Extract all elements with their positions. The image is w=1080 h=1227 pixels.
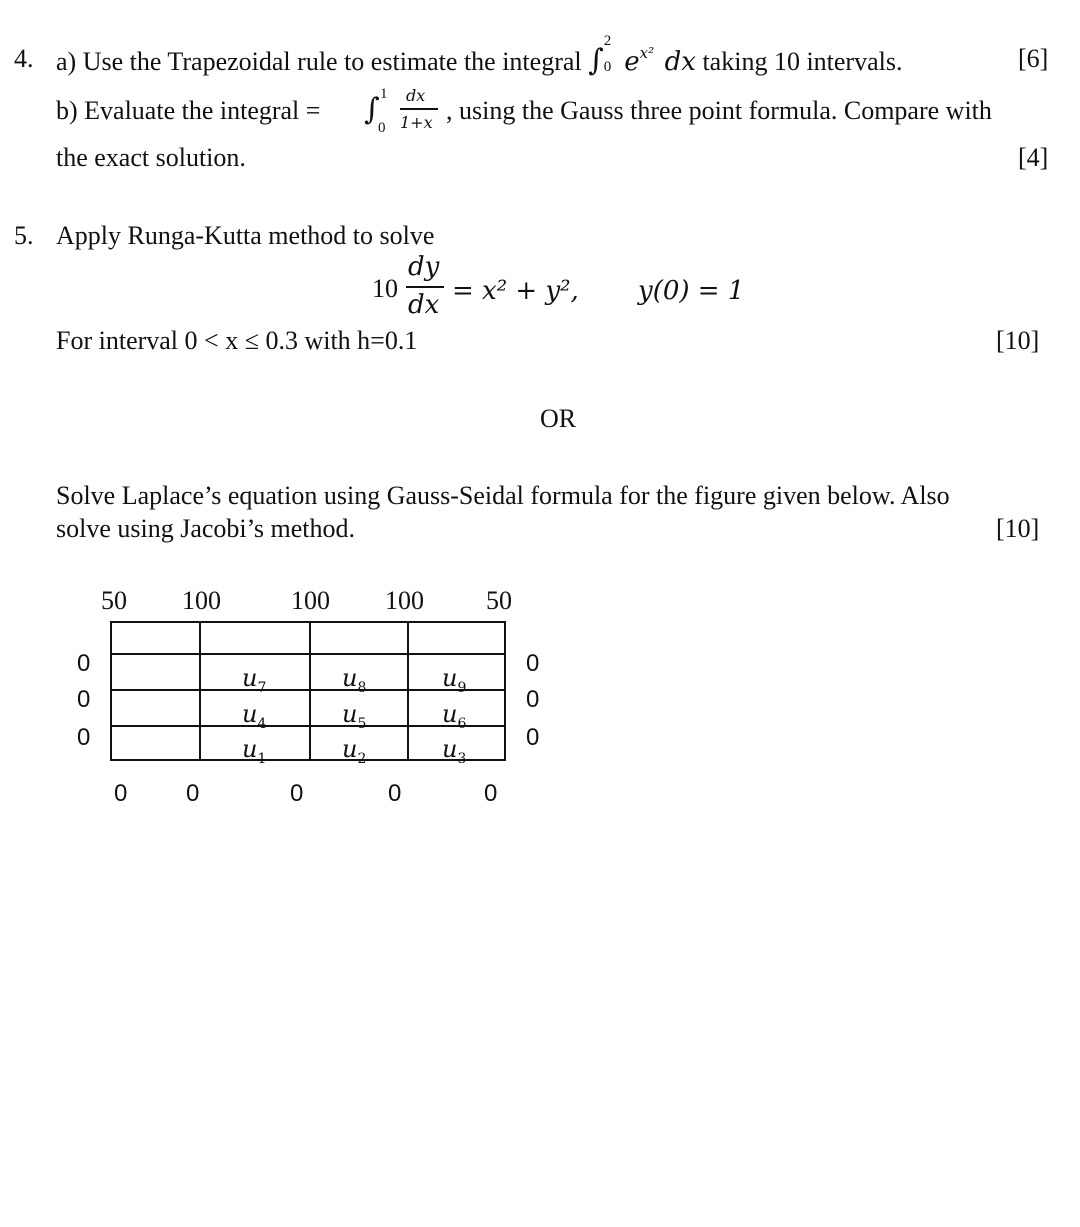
q4a-limits <box>603 33 618 75</box>
node-u2: $u_2$ <box>342 735 367 767</box>
q5-eq-fraction-bar <box>406 286 444 288</box>
q4b-numerator: dx <box>406 86 426 105</box>
node-u5: $u_5$ <box>342 700 367 732</box>
q4b-lower-limit: 0 <box>378 120 386 136</box>
node-u3: $u_3$ <box>442 735 467 767</box>
grid-line-v <box>407 621 409 761</box>
q4b-suffix: , using the Gauss three point formula. Compare with <box>446 96 992 125</box>
right-boundary-value: 0 <box>526 686 540 713</box>
q5-eq-coefficient: 10 <box>372 274 398 303</box>
bottom-boundary-value: 0 <box>388 780 402 807</box>
bottom-boundary-value: 0 <box>114 780 128 807</box>
q5-line1: Apply Runga-Kutta method to solve <box>56 221 435 250</box>
q4b-prefix: b) Evaluate the integral = <box>56 96 321 125</box>
q4-number: 4. <box>14 44 34 73</box>
q4a-line <box>56 33 903 78</box>
or-separator: OR <box>540 404 577 433</box>
q4a-base: e <box>624 47 640 77</box>
left-boundary-value: 0 <box>77 724 91 751</box>
grid-line-v <box>199 621 201 761</box>
grid-line-h <box>110 653 506 655</box>
bottom-boundary-value: 0 <box>186 780 200 807</box>
top-boundary-value: 100 <box>385 586 424 615</box>
q4a-dx: dx <box>664 47 696 77</box>
q4b-denominator: 1+x <box>400 113 433 132</box>
right-boundary-value: 0 <box>526 724 540 751</box>
grid-line-v <box>309 621 311 761</box>
q4b-upper-limit: 1 <box>380 86 388 102</box>
q5-eq-initial-condition: y(0) = 1 <box>638 276 745 306</box>
q4a-exponent: x² <box>639 44 655 62</box>
node-u1: $u_1$ <box>242 735 267 767</box>
top-boundary-value: 100 <box>182 586 221 615</box>
q5-number: 5. <box>14 221 34 250</box>
laplace-line1: Solve Laplace’s equation using Gauss-Seidal formula for the figure given below. Also <box>56 481 950 510</box>
right-boundary-value: 0 <box>526 650 540 677</box>
bottom-boundary-value: 0 <box>290 780 304 807</box>
q4a-lower-limit: 0 <box>603 59 612 75</box>
q5-eq-denominator: dx <box>408 290 440 320</box>
q4b-marks: [4] <box>1018 143 1049 172</box>
node-u6: $u_6$ <box>442 700 467 732</box>
q4a-prefix: a) Use the Trapezoidal rule to estimate the integral <box>56 47 582 76</box>
q5-marks: [10] <box>996 326 1040 355</box>
node-u8: $u_8$ <box>342 664 367 696</box>
q4a-marks: [6] <box>1018 44 1049 73</box>
q4b-line2: the exact solution. <box>56 143 246 172</box>
q4a-suffix: taking 10 intervals. <box>702 47 903 76</box>
top-boundary-value: 100 <box>291 586 330 615</box>
node-u9: $u_9$ <box>442 664 467 696</box>
top-boundary-value: 50 <box>486 586 512 615</box>
left-boundary-value: 0 <box>77 686 91 713</box>
q4b-fraction-bar <box>400 108 438 110</box>
left-boundary-value: 0 <box>77 650 91 677</box>
laplace-marks: [10] <box>996 514 1040 543</box>
q4b-integral-sign: ∫ <box>364 92 380 127</box>
q5-eq-rhs: = x² + y², <box>452 276 579 306</box>
node-u7: $u_7$ <box>242 664 267 696</box>
q5-eq-numerator: dy <box>408 252 440 282</box>
laplace-line2: solve using Jacobi’s method. <box>56 514 355 543</box>
node-u4: $u_4$ <box>242 700 267 732</box>
q5-interval: For interval 0 < x ≤ 0.3 with h=0.1 <box>56 326 418 355</box>
q4a-upper-limit: 2 <box>603 33 612 49</box>
top-boundary-value: 50 <box>101 586 127 615</box>
bottom-boundary-value: 0 <box>484 780 498 807</box>
q4a-integral-sign: ∫ <box>588 43 604 78</box>
